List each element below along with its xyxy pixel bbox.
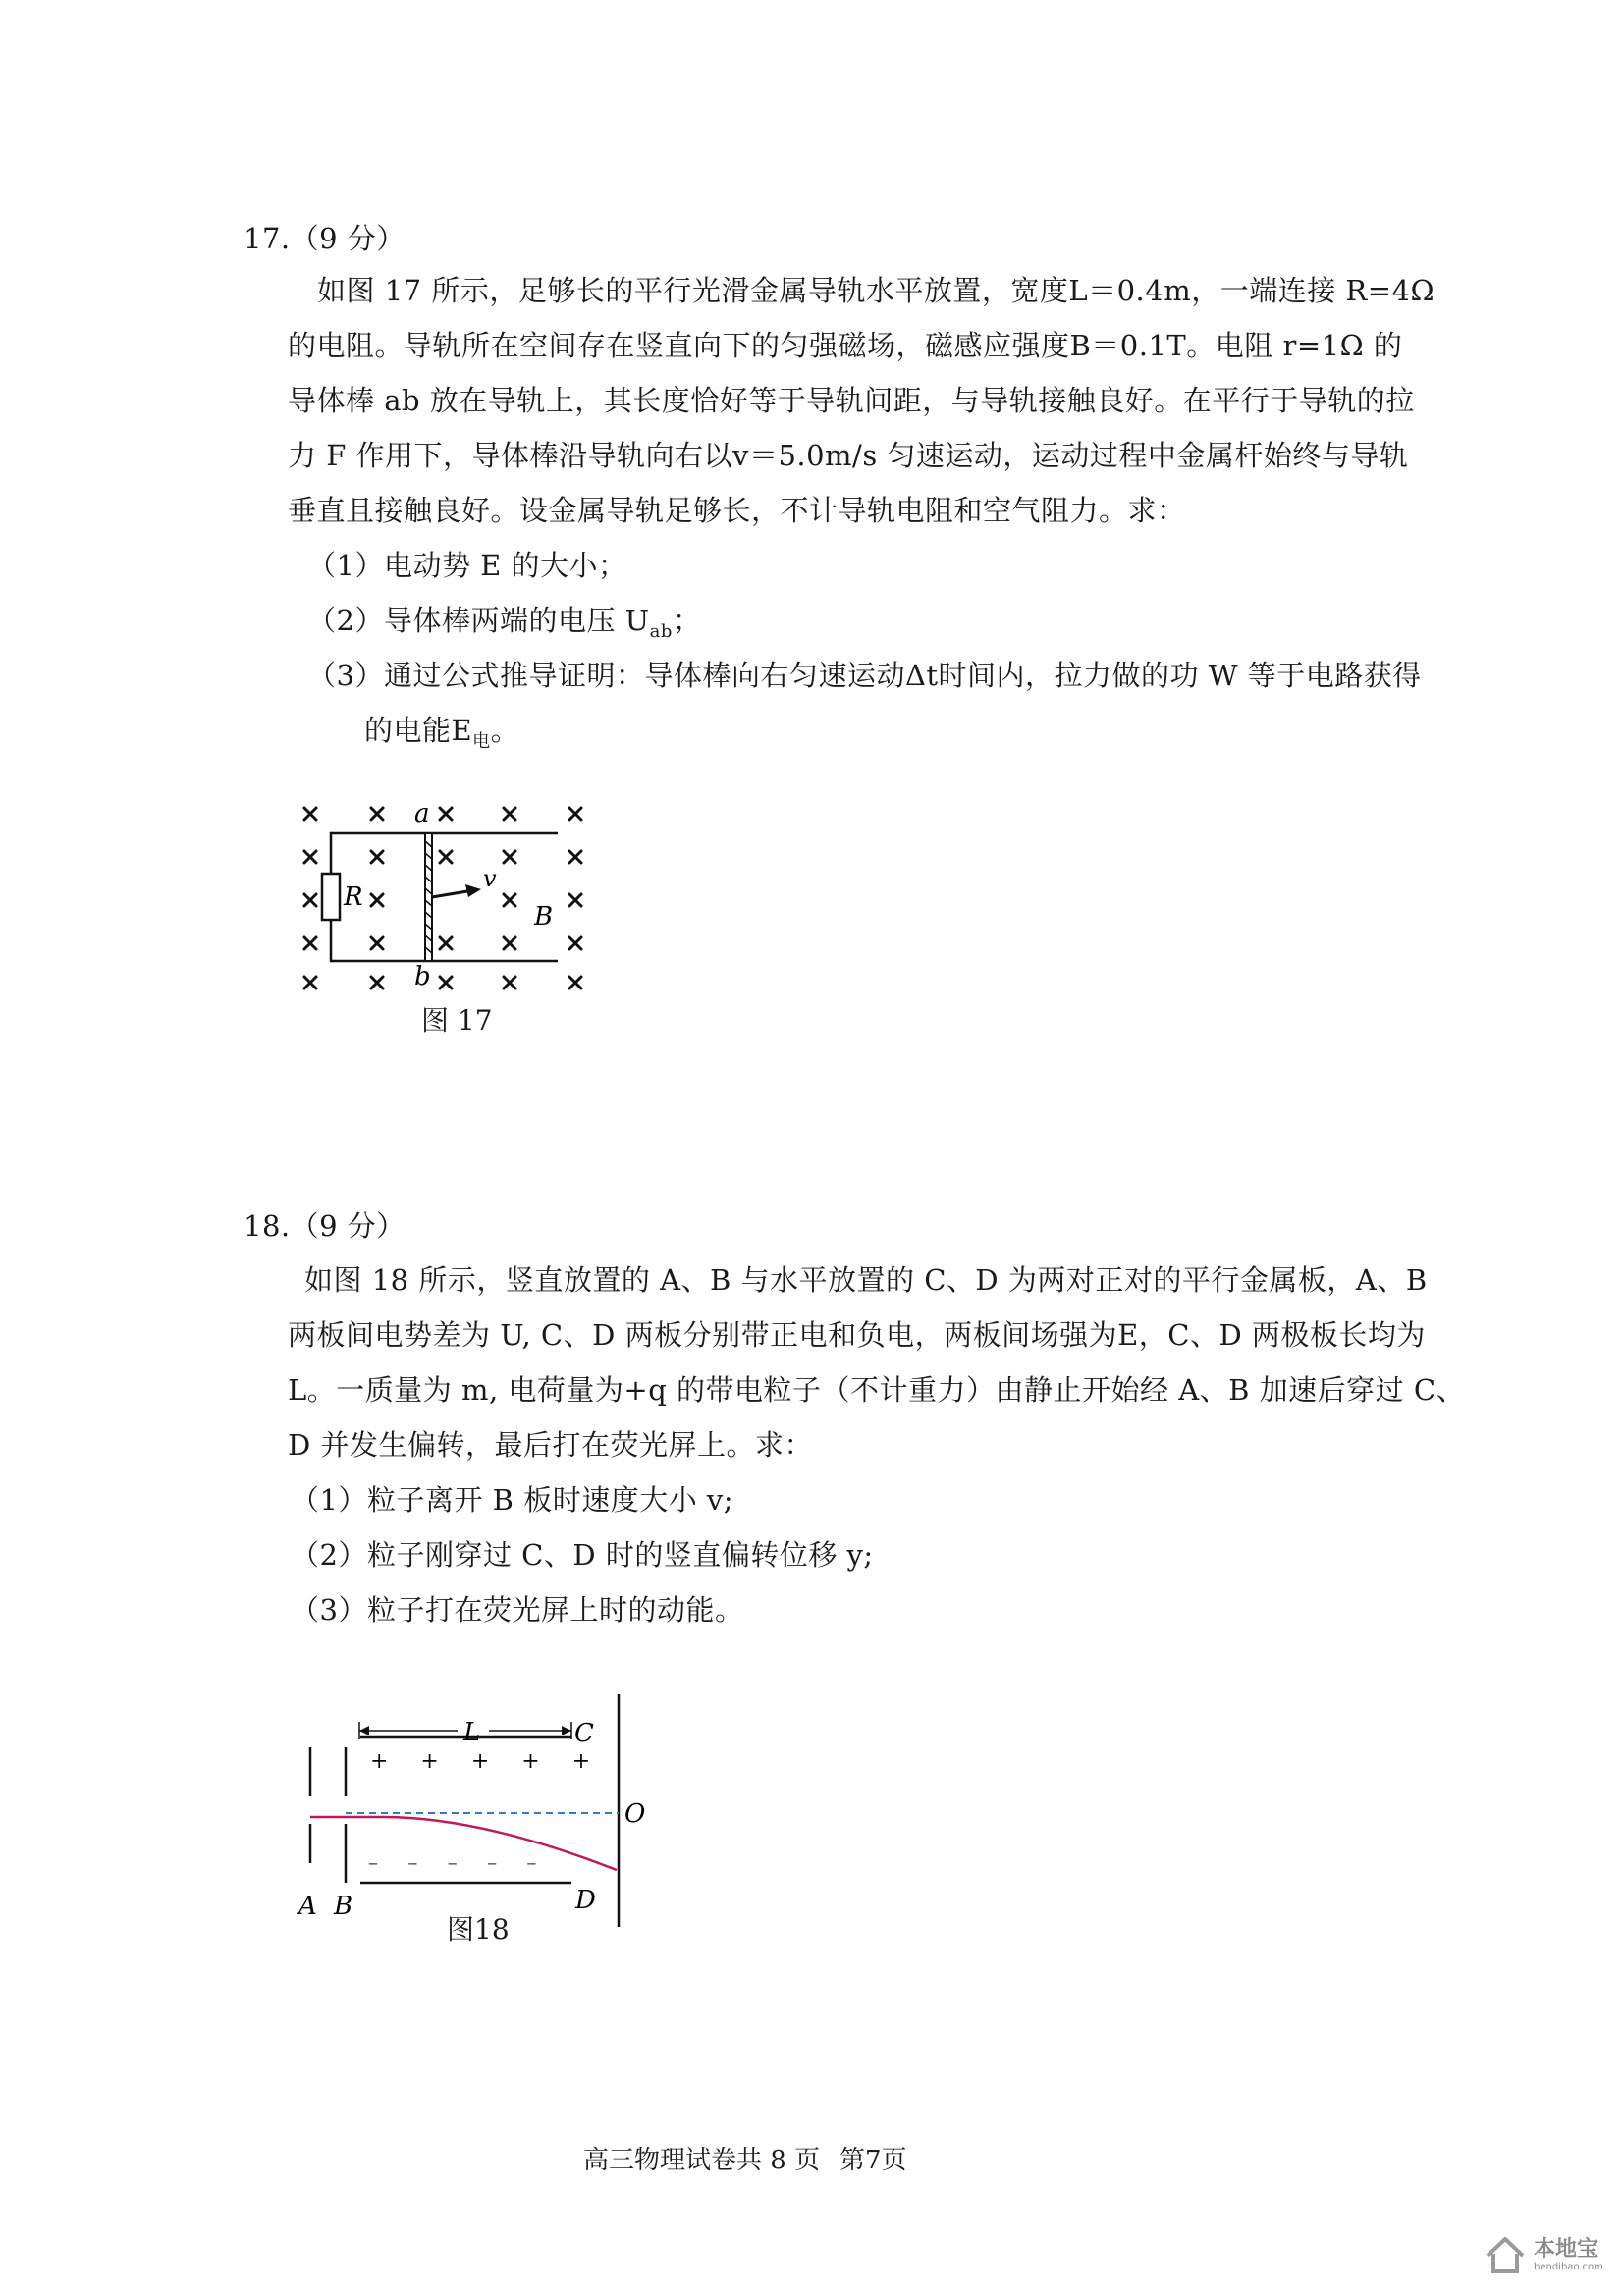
q18-line-3: L。一质量为 m, 电荷量为+q 的带电粒子（不计重力）由静止开始经 A、B 加速后穿过 C、 — [288, 1373, 1466, 1407]
house-icon — [1483, 2232, 1528, 2277]
q17-line-1: 如图 17 所示，足够长的平行光滑金属导轨水平放置，宽度L＝0.4m，一端连接 R=4Ω — [317, 274, 1435, 307]
fig17-label-R: R — [344, 882, 363, 912]
q17-item-3: （3）通过公式推导证明：导体棒向右匀速运动Δt时间内，拉力做的功 W 等于电路获得 — [307, 659, 1422, 692]
q17-line-4: 力 F 作用下，导体棒沿导轨向右以v＝5.0m/s 匀速运动，运动过程中金属杆始终与导轨 — [288, 439, 1409, 472]
watermark-subtext: bendibao.com — [1534, 2262, 1603, 2272]
q17-item-3-cont — [364, 709, 519, 753]
fig17-label-B: B — [534, 902, 554, 932]
q18-item-1: （1）粒子离开 B 板时速度大小 v; — [291, 1483, 734, 1517]
fig17-caption: 图 17 — [421, 1004, 493, 1037]
fig18-label-C: C — [574, 1719, 594, 1748]
q17-item-2-tail: ； — [672, 604, 702, 637]
fig18-label-B: B — [334, 1892, 353, 1921]
minus-signs: – – – – – — [368, 1850, 549, 1874]
q17-item-2-text: （2）导体棒两端的电压 U — [307, 604, 650, 637]
q17-header: 17.（9 分） — [244, 222, 406, 255]
q17-line-5: 垂直且接触良好。设金属导轨足够长，不计导轨电阻和空气阻力。求： — [288, 494, 1186, 527]
plus-signs: + + + + + — [370, 1749, 604, 1774]
fig17-label-b: b — [414, 962, 431, 991]
fig18-label-D: D — [575, 1886, 596, 1915]
footer-page: 第7页 — [839, 2146, 907, 2175]
q18-line-4: D 并发生偏转，最后打在荧光屏上。求： — [288, 1428, 813, 1462]
q18-item-2: （2）粒子刚穿过 C、D 时的竖直偏转位移 y; — [291, 1538, 874, 1572]
q17-item-2 — [307, 599, 701, 642]
q18-line-1: 如图 18 所示，竖直放置的 A、B 与水平放置的 C、D 为两对正对的平行金属板，A、B — [304, 1263, 1428, 1297]
resistor-r — [322, 874, 340, 920]
q18-line-2: 两板间电势差为 U, C、D 两板分别带正电和负电，两板间场强为E，C、D 两极板长均为 — [288, 1318, 1426, 1352]
fig18-label-A: A — [298, 1892, 317, 1921]
fig18-caption: 图18 — [447, 1913, 510, 1946]
footer-title: 高三物理试卷共 8 页 — [583, 2146, 821, 2175]
q17-item-3-cont-text: 的电能E — [364, 714, 473, 747]
q18-header: 18.（9 分） — [244, 1209, 406, 1243]
fig17-label-a: a — [414, 799, 430, 828]
velocity-arrow — [432, 891, 467, 897]
q17-item-3-tail: 。 — [490, 714, 520, 747]
q17-item-3-sub: 电 — [472, 730, 491, 752]
conductor-rod-ab — [425, 833, 432, 961]
q17-item-2-sub: ab — [649, 620, 673, 642]
fig18-label-O: O — [624, 1799, 646, 1829]
q18-item-3: （3）粒子打在荧光屏上时的动能。 — [291, 1593, 744, 1627]
watermark-text: 本地宝 — [1534, 2237, 1599, 2262]
figure-18 — [285, 1686, 677, 1942]
q17-line-3: 导体棒 ab 放在导轨上，其长度恰好等于导轨间距，与导轨接触良好。在平行于导轨的拉 — [288, 384, 1415, 417]
q17-item-1: （1）电动势 E 的大小； — [307, 549, 627, 582]
q17-line-2: 的电阻。导轨所在空间存在竖直向下的匀强磁场，磁感应强度B＝0.1T。电阻 r=1Ω 的 — [288, 329, 1403, 362]
fig18-label-L: L — [463, 1718, 481, 1747]
watermark — [1483, 2226, 1620, 2285]
fig17-label-v: v — [483, 865, 497, 892]
